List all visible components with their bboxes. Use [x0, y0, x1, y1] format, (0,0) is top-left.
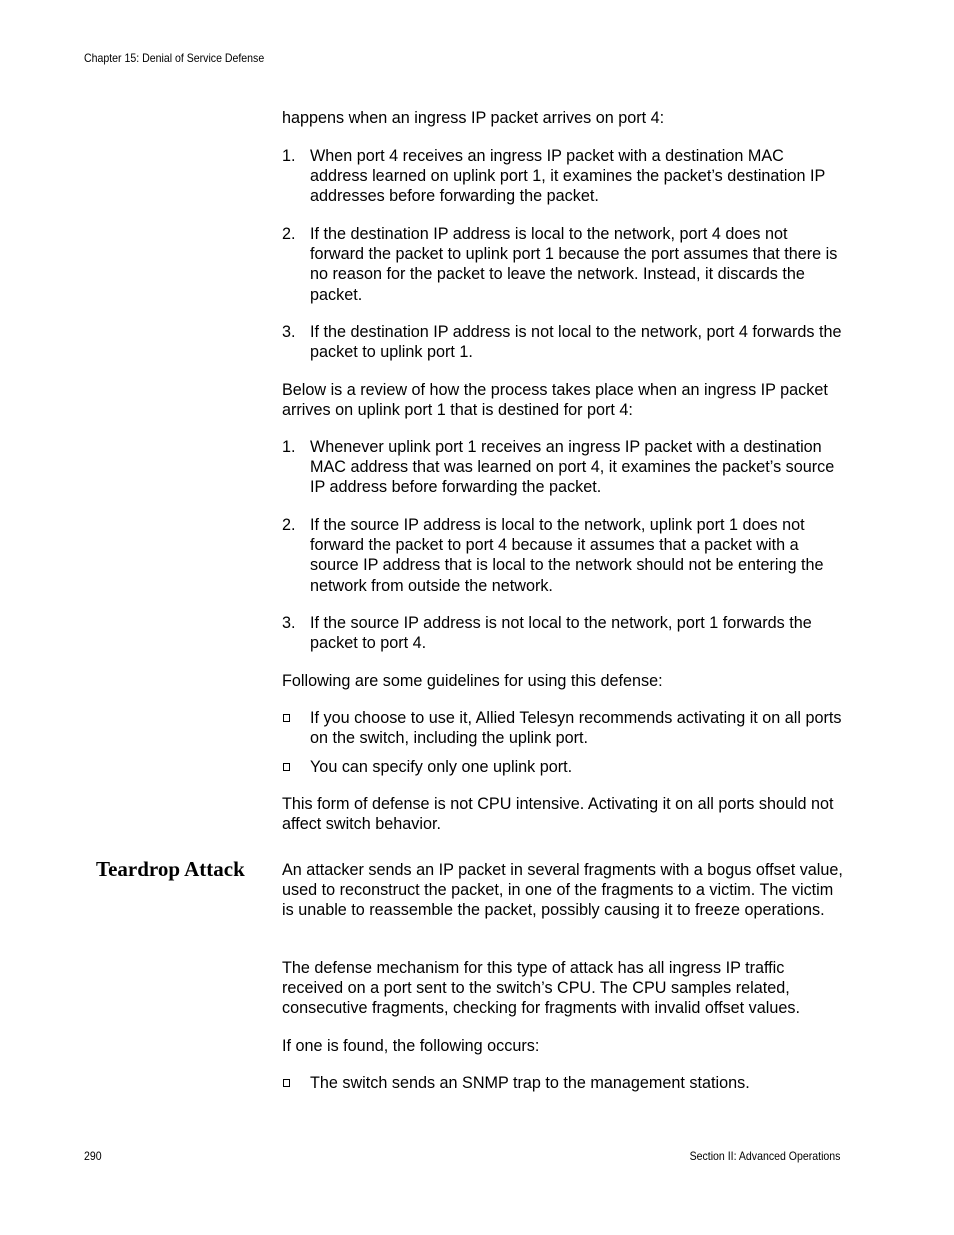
list2-item-1: [282, 437, 844, 498]
intro-paragraph: happens when an ingress IP packet arrives on port 4:: [282, 109, 665, 127]
guideline-item-2-text: You can specify only one uplink port.: [310, 758, 573, 776]
list1-item-2: [282, 224, 844, 305]
list1-item-3: [282, 322, 844, 362]
list2-item-2-text: If the source IP address is local to the network, uplink port 1 does not forward the packet to port 4 because it assumes that a packet with a source IP address that is local to the network should not be entering the network from outside the network.: [310, 516, 824, 595]
list1-item-1-number: 1.: [282, 147, 296, 165]
teardrop-paragraph-1: An attacker sends an IP packet in several fragments with a bogus offset value, used to reconstruct the packet, in one of the fragments to a victim. The victim is unable to reassemble the packet, possibly causing it to freeze operations.: [282, 861, 843, 920]
list1-item-2-number: 2.: [282, 225, 296, 243]
list1-item-2-text: If the destination IP address is local to the network, port 4 does not forward the packet to uplink port 1 because the port assumes that there is no reason for the packet to leave the network. Instead, it discards the packet.: [310, 225, 838, 304]
list2-item-2: [282, 515, 844, 596]
teardrop-bullet-1-text: The switch sends an SNMP trap to the management stations.: [310, 1074, 750, 1092]
teardrop-paragraph-3: If one is found, the following occurs:: [282, 1037, 540, 1055]
list2-item-3-number: 3.: [282, 614, 296, 632]
list2-item-3-text: If the source IP address is not local to the network, port 1 forwards the packet to port 4.: [310, 614, 812, 653]
checkbox-bullet-icon: [283, 1079, 290, 1087]
list1-item-3-text: If the destination IP address is not local to the network, port 4 forwards the packet to uplink port 1.: [310, 323, 842, 362]
guideline-item-1: [282, 708, 844, 748]
teardrop-paragraph-2: The defense mechanism for this type of attack has all ingress IP traffic received on a port sent to the switch’s CPU. The CPU samples related, consecutive fragments, checking for fragments with invalid offset values.: [282, 959, 800, 1018]
guidelines-intro: Following are some guidelines for using this defense:: [282, 672, 663, 690]
checkbox-bullet-icon: [283, 763, 290, 771]
teardrop-bullet-1: [282, 1073, 844, 1093]
guideline-item-2: [282, 757, 844, 777]
guideline-item-1-text: If you choose to use it, Allied Telesyn recommends activating it on all ports on the switch, including the uplink port.: [310, 709, 842, 748]
running-footer-section: Section II: Advanced Operations: [689, 1149, 840, 1163]
cpu-note-paragraph: This form of defense is not CPU intensive. Activating it on all ports should not affect switch behavior.: [282, 795, 834, 834]
list2-item-1-number: 1.: [282, 438, 296, 456]
page-number: 290: [84, 1149, 102, 1163]
list2-item-2-number: 2.: [282, 516, 296, 534]
review-paragraph: Below is a review of how the process takes place when an ingress IP packet arrives on uplink port 1 that is destined for port 4:: [282, 381, 828, 420]
list2-item-1-text: Whenever uplink port 1 receives an ingress IP packet with a destination MAC address that was learned on port 4, it examines the packet’s source IP address before forwarding the packet.: [310, 438, 835, 497]
list1-item-3-number: 3.: [282, 323, 296, 341]
checkbox-bullet-icon: [283, 714, 290, 722]
list1-item-1: [282, 146, 844, 207]
list2-item-3: [282, 613, 844, 653]
running-header-chapter: Chapter 15: Denial of Service Defense: [84, 51, 265, 65]
section-heading-teardrop-attack: Teardrop Attack: [96, 857, 245, 881]
list1-item-1-text: When port 4 receives an ingress IP packet with a destination MAC address learned on uplink port 1, it examines the packet’s destination IP addresses before forwarding the packet.: [310, 147, 826, 206]
